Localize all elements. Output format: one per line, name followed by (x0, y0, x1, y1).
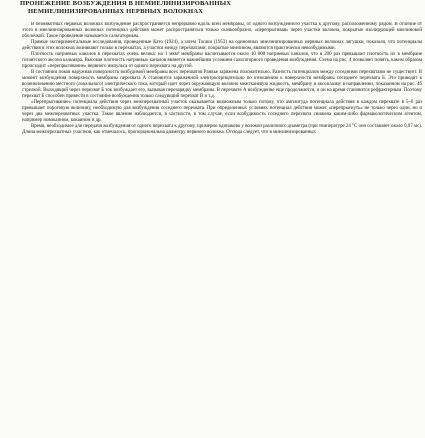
paragraph: Прямые экспериментальные исследования, проведенные Като (1924), а затем Тасаки (1953) на одиночных миелинизированных нервных волокнах лягушки, показали, что потенциалы действия в этих волокнах возникают только в перехватах, а участки между перехватами, покрытые миелином, являются практически невозбудимыми. (22, 40, 422, 52)
paragraph: Плотность натриевых каналов в перехватах очень велика: на 1 мкм² мембраны насчитывается около 10 000 натриевых каналов, что в 200 раз превышает плотность их в мембране гигантского аксона кальмара. Высокая плотность натриевых каналов является важнейшим условием сальтаторного проведения возбуждения. Схема на рис. 4 позволяет понять, каким образом происходит «перепрыгивание» нервного импульса от одного перехвата на другой. (22, 52, 422, 70)
header-line: НЕМИЕЛИНИЗИРОВАННЫХ НЕРВНЫХ ВОЛОКНАХ (28, 8, 204, 15)
paragraph: «Перепрыгивание» потенциала действия через межперехватный участок оказывается возможным только потому, что амплитуда потенциала действия в каждом перехвате в 5–6 раз превышает пороговую величину, необходимую для возбуждения соседнего перехвата. При определенных условиях потенциал действия может «перепрыгнуть» не только через один, но и через два межперехватных участка. Такое явление наблюдается, в частности, в том случае, если возбудимость соседнего перехвата снижена каким-либо фармакологическим агентом, например новокаином, кокаином и др. (22, 100, 422, 124)
paragraph: В состоянии покоя наружная поверхность возбудимой мембраны всех перехватов Ранвье заряжена положительно. Разность потенциалов между соседними перехватами не существует. В момент возбуждения поверхность мембраны перехвата А становится заряженной электроотрицательно по отношению к поверхности мембраны соседнего перехвата Б. Это приводит к возникновению местного (локального) электрического тока, который идет через окружающую волокно межтканевую жидкость, мембрану и аксоплазму в направлении, показанном на рис. 4б стрелкой. Выходящий через перехват Б ток возбуждает его, вызывая перезарядку мембраны. В перехвате А возбуждение еще продолжается, и он на время становится рефрактерным. Поэтому перехват Б способен привести в состояние возбуждения только следующий перехват В и т.д. (22, 70, 422, 100)
paragraph: В безмякотных нервных волокнах возбуждение распространяется непрерывно вдоль всей мембраны, от одного возбужденного участка к другому, расположенному рядом. В отличие от этого в миелинизированных волокнах потенциал действия может распространяться только скачкообразно, «перепрыгивая» через участки волокна, покрытые изолирующей миелиновой оболочкой. Такое проведение называется сальтаторным. (22, 22, 422, 40)
paragraph: Время, необходимое для передачи возбуждения от одного перехвата к другому, примерно одинаково у волокон различного диаметра (при температуре 24 °С оно составляет около 0,07 мс). Длина межперехватных участков, как отмечалось, пропорциональна диаметру нервного волокна. Отсюда следует, что в миелинизированных (22, 124, 422, 136)
header-line: ПРОНЕЖЕНИЕ ВОЗБУЖДЕНИЯ В НЕМИЕЛИНИЗИРОВАННЫХ (20, 0, 232, 7)
running-header (20, 0, 420, 20)
body-text (22, 22, 422, 432)
